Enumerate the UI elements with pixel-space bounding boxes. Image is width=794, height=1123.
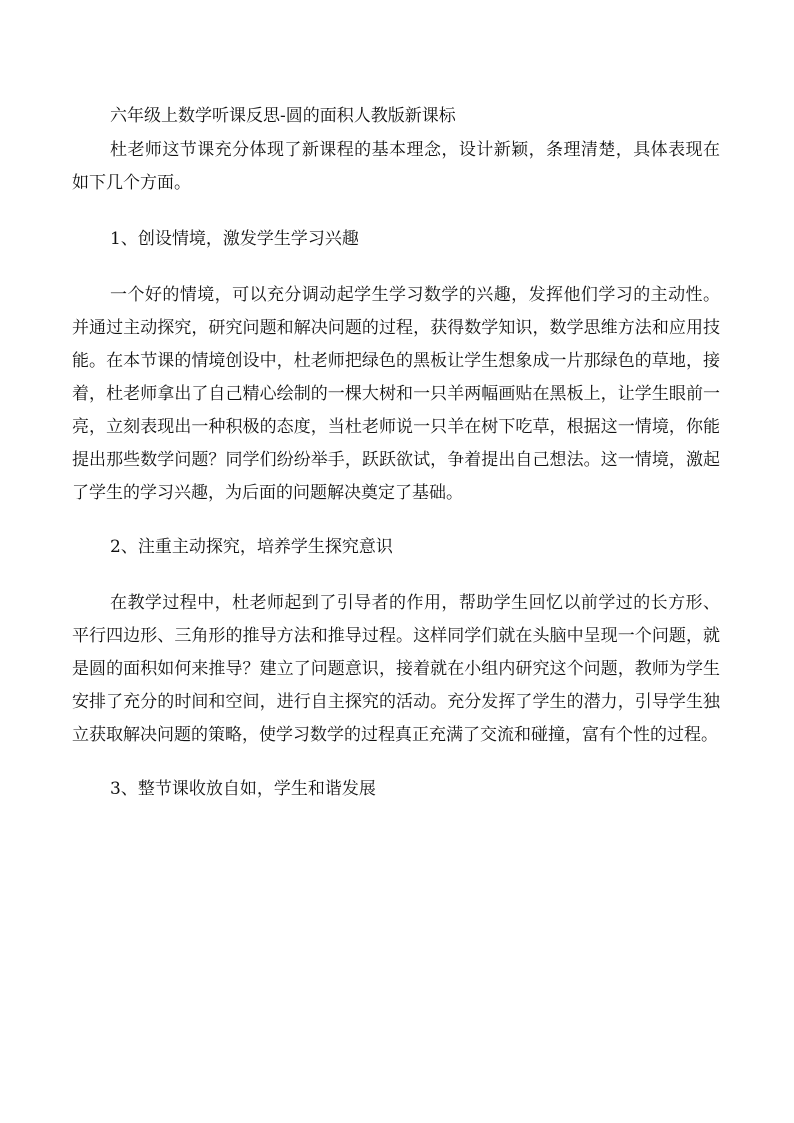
section-1-paragraph: 一个好的情境，可以充分调动起学生学习数学的兴趣，发挥他们学习的主动性。并通过主动探究，研究问题和解决问题的过程，获得数学知识，数学思维方法和应用技能。在本节课的情境创设中，杜老师把绿色的黑板让学生想象成一片那绿色的草地，接着，杜老师拿出了自己精心绘制的一棵大树和一只羊两幅画贴在黑板上，让学生眼前一亮，立刻表现出一种积极的态度，当杜老师说一只羊在树下吃草，根据这一情境，你能提出那些数学问题？同学们纷纷举手，跃跃欲试，争着提出自己想法。这一情境，激起了学生的学习兴趣，为后面的问题解决奠定了基础。	[72, 285, 720, 503]
intro-paragraph: 杜老师这节课充分体现了新课程的基本理念，设计新颖，条理清楚，具体表现在如下几个方面。	[72, 140, 720, 193]
document-title: 六年级上数学听课反思-圆的面积人教版新课标	[110, 106, 456, 126]
document-body	[72, 100, 720, 806]
section-3-heading: 3、整节课收放自如，学生和谐发展	[110, 779, 376, 799]
section-2-paragraph: 在教学过程中，杜老师起到了引导者的作用，帮助学生回忆以前学过的长方形、平行四边形、三角形的推导方法和推导过程。这样同学们就在头脑中呈现一个问题，就是圆的面积如何来推导？建立了问题意识，接着就在小组内研究这个问题，教师为学生安排了充分的时间和空间，进行自主探究的活动。充分发挥了学生的潜力，引导学生独立获取解决问题的策略，使学习数学的过程真正充满了交流和碰撞，富有个性的过程。	[72, 593, 720, 745]
section-1-heading: 1、创设情境，激发学生学习兴趣	[110, 229, 359, 249]
section-2-heading: 2、注重主动探究，培养学生探究意识	[110, 537, 393, 557]
